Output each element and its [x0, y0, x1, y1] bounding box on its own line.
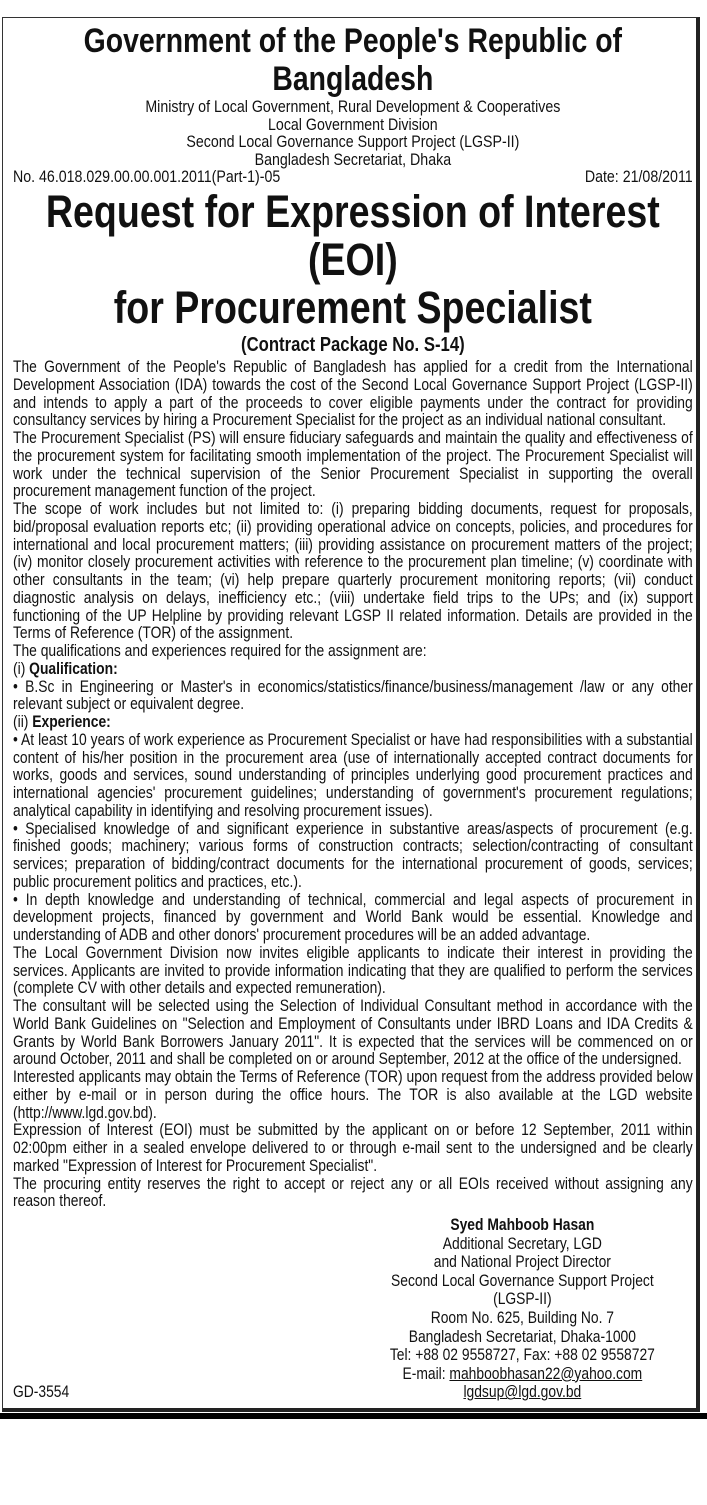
- signatory-title: Additional Secretary, LGD: [442, 1233, 602, 1253]
- experience-item: • In depth knowledge and understanding of technical, commercial and legal aspects of procurement in development projects, financed by government and World Bank would be essential. Knowledge and understanding of ADB and other donors' procurement procedures will be an added advantage.: [13, 889, 693, 944]
- closing-row: [13, 1216, 693, 1402]
- address-line: Bangladesh Secretariat, Dhaka: [254, 149, 452, 169]
- signatory-phone: Tel: +88 02 9558727, Fax: +88 02 9558727: [389, 1345, 655, 1365]
- paragraph-scope: The scope of work includes but not limited to: (i) preparing bidding documents, request for proposals, bid/proposal evaluation reports etc; (ii) providing operational advice on concepts, policies, and procedures for international and local procurement matters; (iii) providing assistance on procurement matters of the project; (iv) monitor closely procurement activities with reference to the procurement plan timeline; (v) coordinate with other consultants in the team; (vi) help prepare quarterly procurement monitoring reports; (vii) conduct diagnostic analysis on delays, inefficiency etc.; (viii) undertake field trips to the UPs; and (ix) support functioning of the UP Helpline by providing relevant LGSP II related information. Details are provided in the Terms of Reference (TOR) of the assignment.: [13, 499, 693, 643]
- bottom-edge: [0, 1413, 707, 1419]
- signatory-email-row-2: [372, 1383, 673, 1402]
- experience-prefix: (ii): [13, 712, 33, 731]
- signatory-name: Syed Mahboob Hasan: [450, 1215, 595, 1234]
- reference-row: [13, 168, 693, 186]
- paragraph-submission: Expression of Interest (EOI) must be submitted by the applicant on or before 12 September, 2011 within 02:00pm either in a sealed envelope delivered to or through e-mail sent to the undersigned and be clearly marked "Expression of Interest for Procurement Specialist".: [13, 1120, 693, 1175]
- email-link-yahoo[interactable]: mahboobhasan22@yahoo.com: [449, 1363, 643, 1383]
- email-label: E-mail:: [402, 1363, 450, 1383]
- ministry-line: Ministry of Local Government, Rural Development & Cooperatives: [145, 97, 561, 116]
- issuer-block: [13, 98, 693, 168]
- notice-title: [13, 188, 693, 332]
- signature-block: [372, 1216, 673, 1402]
- gd-code: GD-3554: [13, 1382, 70, 1402]
- notice-date: Date: 21/08/2011: [584, 167, 693, 186]
- title-line-2: for Procurement Specialist: [113, 282, 592, 333]
- notice-border: [2, 17, 700, 1412]
- email-link-lgd[interactable]: lgdsup@lgd.gov.bd: [463, 1382, 582, 1402]
- experience-item: • Specialised knowledge of and significant experience in substantive areas/aspects of procurement (e.g. finished goods; machinery; various forms of construction contracts; selection/contracting of consultant services; preparation of bidding/contract documents for the international procurement of goods, services; public procurement politics and practices, etc.).: [13, 818, 693, 891]
- paragraph-selection: The consultant will be selected using the Selection of Individual Consultant method in accordance with the World Bank Guidelines on "Selection and Employment of Consultants under IBRD Loans and IDA Credits & Grants by World Bank Borrowers January 2011". It is expected that the services will be commenced on or around October, 2011 and shall be completed on or around September, 2012 at the office of the undersigned.: [13, 996, 693, 1069]
- signatory-email-row: [372, 1365, 673, 1384]
- signatory-title-2: and National Project Director: [433, 1252, 611, 1272]
- paragraph-invitation: The Local Government Division now invites eligible applicants to indicate their interest in providing the services. Applicants are invited to provide information indicating that they are qualified to perform the services (complete CV with other details and expected remuneration).: [13, 942, 693, 998]
- qualification-label: Qualification:: [29, 658, 118, 678]
- government-heading: Government of the People's Republic of Bangladesh: [83, 22, 623, 98]
- qualification-prefix: (i): [13, 658, 30, 678]
- paragraph-role: The Procurement Specialist (PS) will ensure fiduciary safeguards and maintain the quality and effectiveness of the procurement system for facilitating smooth implementation of the project. The Procurement Specialist will work under the technical supervision of the Senior Procurement Specialist in supporting the overall procurement management function of the project.: [13, 428, 693, 501]
- paragraph-intro: The Government of the People's Republic of Bangladesh has applied for a credit from the International Development Association (IDA) towards the cost of the Second Local Governance Support Project (LGSP-II) and intends to apply a part of the proceeds to cover eligible payments under the contract for providing consultancy services by hiring a Procurement Specialist for the project as an individual national consultant.: [13, 357, 693, 430]
- qualification-heading: [13, 660, 693, 678]
- signatory-project: Second Local Governance Support Project (LGSP-II): [391, 1270, 654, 1309]
- division-line: Local Government Division: [268, 114, 438, 134]
- paragraph-requirements: The qualifications and experiences required for the assignment are:: [13, 641, 427, 660]
- experience-label: Experience:: [32, 712, 111, 731]
- title-line-1: Request for Expression of Interest (EOI): [45, 186, 660, 285]
- notice-body: [13, 358, 693, 1210]
- paragraph-rights: The procuring entity reserves the right to accept or reject any or all EOIs received without assigning any reason thereof.: [13, 1173, 693, 1211]
- qualification-item: • B.Sc in Engineering or Master's in economics/statistics/finance/business/management /law or any other relevant subject or equivalent degree.: [13, 676, 693, 714]
- experience-item: • At least 10 years of work experience as Procurement Specialist or have had responsibilities with a substantial content of his/her position in the procurement area (use of internationally accepted contract documents for works, goods and services, sound understanding of principles underlying good procurement practices and international agencies' procurement guidelines; understanding of government's procurement regulations; analytical capability in identifying and resolving procurement issues).: [13, 729, 693, 820]
- reference-number: No. 46.018.029.00.00.001.2011(Part-1)-05: [13, 167, 281, 186]
- experience-heading: [13, 713, 693, 731]
- notice-content: [13, 18, 693, 1402]
- signatory-address: Bangladesh Secretariat, Dhaka-1000: [408, 1326, 636, 1346]
- project-line: Second Local Governance Support Project (LGSP-II): [186, 132, 520, 151]
- signatory-room: Room No. 625, Building No. 7: [430, 1307, 615, 1327]
- paragraph-tor: Interested applicants may obtain the Terms of Reference (TOR) upon request from the address provided below either by e-mail or in person during the office hours. The TOR is also available at the LGD website (http://www.lgd.gov.bd).: [13, 1067, 693, 1122]
- contract-package: (Contract Package No. S-14): [241, 334, 465, 356]
